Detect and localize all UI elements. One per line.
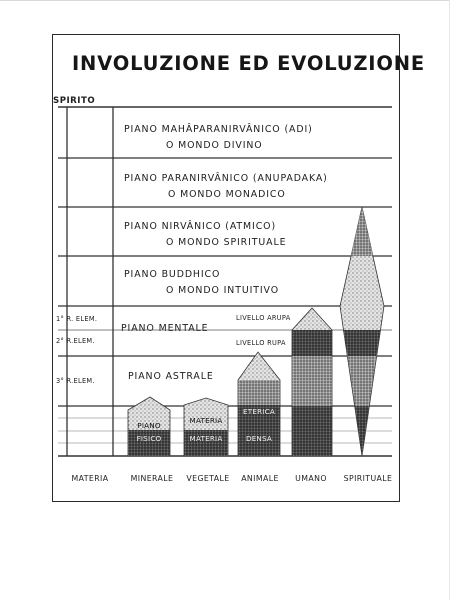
plane-astrale-label: PIANO ASTRALE (128, 371, 214, 382)
bottom-label-umano: UMANO (295, 474, 327, 483)
bottom-label-vegetale: VEGETALE (186, 474, 230, 483)
shape-umano (292, 308, 332, 456)
minerale-top-label: PIANO (137, 421, 161, 430)
plane-anupadaka-line2: O MONDO MONADICO (168, 189, 286, 200)
elem3-label: 3° R.ELEM. (56, 377, 95, 385)
elem1-label: 1° R. ELEM. (56, 315, 98, 323)
elem2-label: 2° R.ELEM. (56, 337, 95, 345)
plane-anupadaka-line1: PIANO PARANIRVÂNICO (ANUPADAKA) (124, 173, 328, 184)
minerale-bottom-label: FISICO (136, 434, 162, 443)
shape-spirituale (340, 207, 384, 456)
plane-mentale-label: PIANO MENTALE (121, 323, 209, 334)
plane-buddhico-line1: PIANO BUDDHICO (124, 269, 221, 280)
animale-bottom-label: DENSA (245, 434, 273, 443)
plane-adi-line1: PIANO MAHÂPARANIRVÂNICO (ADI) (124, 124, 313, 135)
bottom-label-animale: ANIMALE (241, 474, 279, 483)
plane-atmico-line2: O MONDO SPIRITUALE (166, 237, 287, 248)
spirito-label: SPIRITO (53, 96, 96, 106)
bottom-label-materia: MATERIA (71, 474, 109, 483)
plane-adi-line2: O MONDO DIVINO (166, 140, 263, 151)
shape-vegetale (184, 398, 228, 456)
vegetale-top-label: MATERIA (189, 416, 223, 425)
plane-buddhico-line2: O MONDO INTUITIVO (166, 285, 279, 296)
livello-arupa-label: LIVELLO ARUPA (236, 314, 291, 322)
diagram-title: INVOLUZIONE ED EVOLUZIONE (72, 52, 425, 75)
livello-rupa-label: LIVELLO RUPA (236, 339, 286, 347)
vegetale-bottom-label: MATERIA (189, 434, 223, 443)
bottom-label-spirituale: SPIRITUALE (343, 474, 393, 483)
bottom-label-minerale: MINERALE (130, 474, 174, 483)
animale-top-label: ETERICA (243, 407, 275, 416)
plane-atmico-line1: PIANO NIRVÂNICO (ATMICO) (124, 221, 276, 232)
